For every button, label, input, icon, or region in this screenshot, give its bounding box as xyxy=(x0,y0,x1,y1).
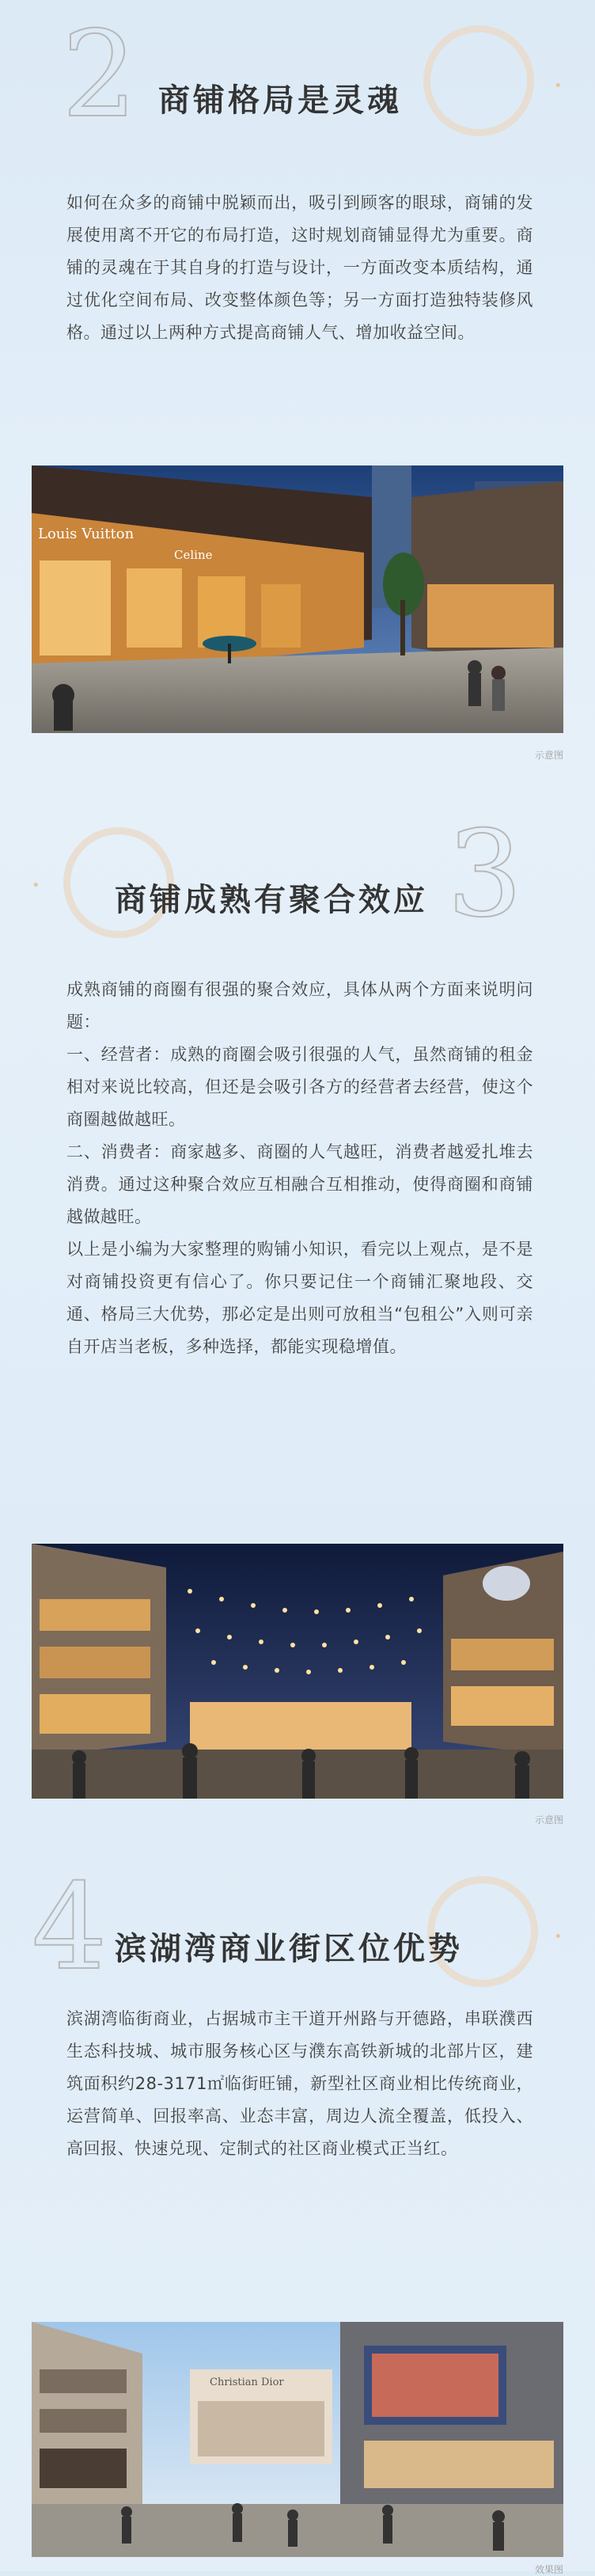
image-caption: 示意图 xyxy=(534,750,563,761)
section-title: 商铺成熟有聚合效应 xyxy=(115,882,428,918)
decor-dot: • xyxy=(554,78,563,94)
section-4-header xyxy=(0,1852,595,1995)
image-caption: 示意图 xyxy=(534,1814,563,1826)
section-paragraph: 如何在众多的商铺中脱颖而出，吸引到顾客的眼球，商铺的发展使用离不开它的布局打造，这时规划商铺显得尤为重要。商铺的灵魂在于其自身的打造与设计，一方面改变本质结构，通过优化空间布局、改变整体颜色等；另一方面打造独特装修风格。通过以上两种方式提高商铺人气、增加收益空间。 xyxy=(66,193,533,342)
section-2 xyxy=(0,0,595,761)
section-number: 3 xyxy=(447,806,523,944)
section-title: 滨湖湾商业街区位优势 xyxy=(115,1931,463,1967)
section-paragraph: 滨湖湾临街商业，占据城市主干道开州路与开德路，串联濮西生态科技城、城市服务核心区与濮东高铁新城的北部片区，建筑面积约28-3171㎡临街旺铺，新型社区商业相比传统商业，运营简单、回报率高、业态丰富，周边人流全覆盖，低投入、高回报、快速兑现、定制式的社区商业模式正当红。 xyxy=(66,2009,533,2158)
section-3-header xyxy=(0,800,595,942)
decor-ring xyxy=(423,25,534,136)
shop-sign-lv: Louis Vuitton xyxy=(38,526,135,542)
decor-dot: • xyxy=(554,1928,563,1945)
paragraph-consumers: 二、消费者：商家越多、商圈的人气越旺，消费者越爱扎堆去消费。通过这种聚合效应互相融合互相推动，使得商圈和商铺越做越旺。 xyxy=(66,1142,533,1226)
section-3 xyxy=(0,800,595,1826)
paragraph-summary: 以上是小编为大家整理的购铺小知识，看完以上观点，是不是对商铺投资更有信心了。你只要记住一个商铺汇聚地段、交通、格局三大优势，那必定是出则可放租当“包租公”入则可亲自开店当老板，多种选择，都能实现稳增值。 xyxy=(66,1240,533,1356)
image-caption: 效果图 xyxy=(534,2564,563,2575)
section-paragraphs xyxy=(66,974,533,1363)
section-2-header xyxy=(0,0,595,142)
shopping-street-photo xyxy=(32,465,563,733)
shop-sign-dior: Christian Dior xyxy=(210,2377,284,2388)
section-number: 4 xyxy=(32,1859,108,1997)
section-title: 商铺格局是灵魂 xyxy=(158,82,402,119)
commercial-street-rendering xyxy=(32,2322,563,2557)
shop-sign-celine: Celine xyxy=(174,548,213,562)
paragraph-intro: 成熟商铺的商圈有很强的聚合效应，具体从两个方面来说明问题： xyxy=(66,980,533,1032)
night-market-photo xyxy=(32,1544,563,1799)
decor-dot: • xyxy=(32,877,40,894)
section-number: 2 xyxy=(62,6,138,144)
section-4 xyxy=(0,1852,595,2575)
paragraph-operators: 一、经营者：成熟的商圈会吸引很强的人气，虽然商铺的租金相对来说比较高，但还是会吸引各方的经营者去经营，使这个商圈越做越旺。 xyxy=(66,1045,533,1129)
